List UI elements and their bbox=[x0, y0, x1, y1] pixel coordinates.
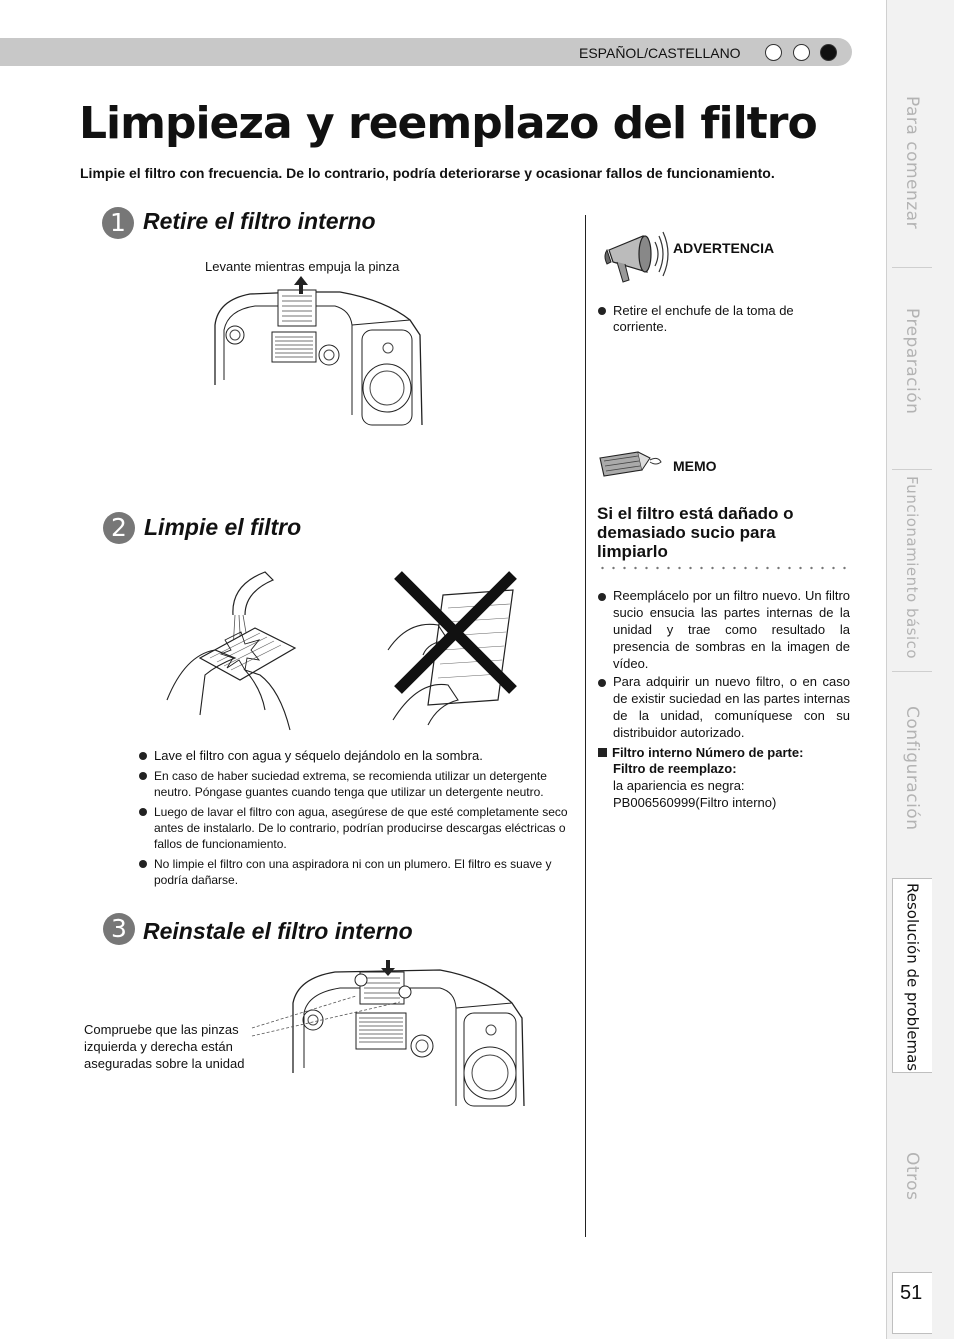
memo-bullet-1: Reemplácelo por un filtro nuevo. Un filtro sucio ensucia las partes internas de la unidad y trae como resultado la presencia de sombras en la imagen de vídeo. bbox=[598, 587, 850, 672]
tab-funcionamiento-basico[interactable]: Funcionamiento básico bbox=[903, 476, 921, 660]
step-3-number: 3 bbox=[103, 913, 135, 945]
clean-bullet-4: No limpie el filtro con una aspiradora ni con un plumero. El filtro es suave y podría dañarse. bbox=[139, 856, 579, 888]
clean-instructions-list bbox=[139, 748, 579, 892]
step-1-number: 1 bbox=[102, 207, 134, 239]
clean-bullet-3: Luego de lavar el filtro con agua, asegúrese de que esté completamente seco antes de instalarlo. De lo contrario, podrían producirse descargas eléctricas o fallos de funcionamiento. bbox=[139, 804, 579, 852]
tab-resolucion-de-problemas[interactable]: Resolución de problemas bbox=[892, 878, 932, 1073]
tab-preparacion[interactable]: Preparación bbox=[902, 308, 922, 415]
warning-list bbox=[598, 303, 828, 339]
section-indicator-3-active bbox=[820, 44, 837, 61]
part-subtitle: Filtro de reemplazo: bbox=[613, 761, 737, 776]
clean-bullet-1: Lave el filtro con agua y séquelo dejándolo en la sombra. bbox=[139, 748, 579, 764]
page-title: Limpieza y reemplazo del filtro bbox=[79, 98, 817, 149]
warning-bullet: Retire el enchufe de la toma de corriente. bbox=[598, 303, 828, 335]
memo-pencil-icon bbox=[598, 448, 662, 478]
part-number: PB006560999(Filtro interno) bbox=[613, 795, 777, 810]
dotted-separator bbox=[597, 564, 854, 572]
tab-para-comenzar[interactable]: Para comenzar bbox=[902, 96, 922, 230]
step-1-title: Retire el filtro interno bbox=[143, 208, 376, 234]
step-3-title: Reinstale el filtro interno bbox=[143, 918, 413, 944]
step-2-number: 2 bbox=[103, 512, 135, 544]
step-2-title: Limpie el filtro bbox=[144, 514, 302, 540]
memo-bullet-2: Para adquirir un nuevo filtro, o en caso de existir suciedad en las partes internas de la unidad, comuníquese con su distribuidor autorizado. bbox=[598, 673, 850, 741]
memo-heading: Si el filtro está dañado o demasiado sucio para limpiarlo bbox=[597, 504, 794, 561]
intro-text: Limpie el filtro con frecuencia. De lo contrario, podría deteriorarse y ocasionar fallos de funcionamiento. bbox=[80, 165, 775, 181]
tab-configuracion[interactable]: Configuración bbox=[902, 706, 922, 831]
part-number-info bbox=[598, 745, 852, 811]
column-divider bbox=[585, 215, 586, 1237]
step-3-caption: Compruebe que las pinzas izquierda y derecha están aseguradas sobre la unidad bbox=[84, 1022, 245, 1071]
page-number: 51 bbox=[900, 1282, 923, 1304]
washing-filter-illustration bbox=[165, 570, 305, 730]
step-1-caption: Levante mientras empuja la pinza bbox=[205, 259, 400, 274]
part-line-1: la apariencia es negra: bbox=[613, 778, 745, 793]
tab-otros[interactable]: Otros bbox=[902, 1152, 922, 1201]
projector-remove-filter-illustration bbox=[210, 280, 425, 428]
section-indicator-2 bbox=[793, 44, 810, 61]
warning-megaphone-icon bbox=[603, 228, 667, 284]
part-title: Filtro interno Número de parte: bbox=[612, 745, 804, 760]
do-not-brush-filter-illustration bbox=[388, 570, 518, 730]
memo-list bbox=[598, 587, 850, 742]
projector-reinstall-filter-illustration bbox=[290, 958, 526, 1108]
language-label: ESPAÑOL/CASTELLANO bbox=[579, 45, 741, 61]
section-indicator-1 bbox=[765, 44, 782, 61]
warning-label: ADVERTENCIA bbox=[673, 240, 775, 256]
memo-label: MEMO bbox=[673, 458, 717, 474]
clean-bullet-2: En caso de haber suciedad extrema, se recomienda utilizar un detergente neutro. Póngase guantes cuando tenga que utilizar un detergente neutro. bbox=[139, 768, 579, 800]
